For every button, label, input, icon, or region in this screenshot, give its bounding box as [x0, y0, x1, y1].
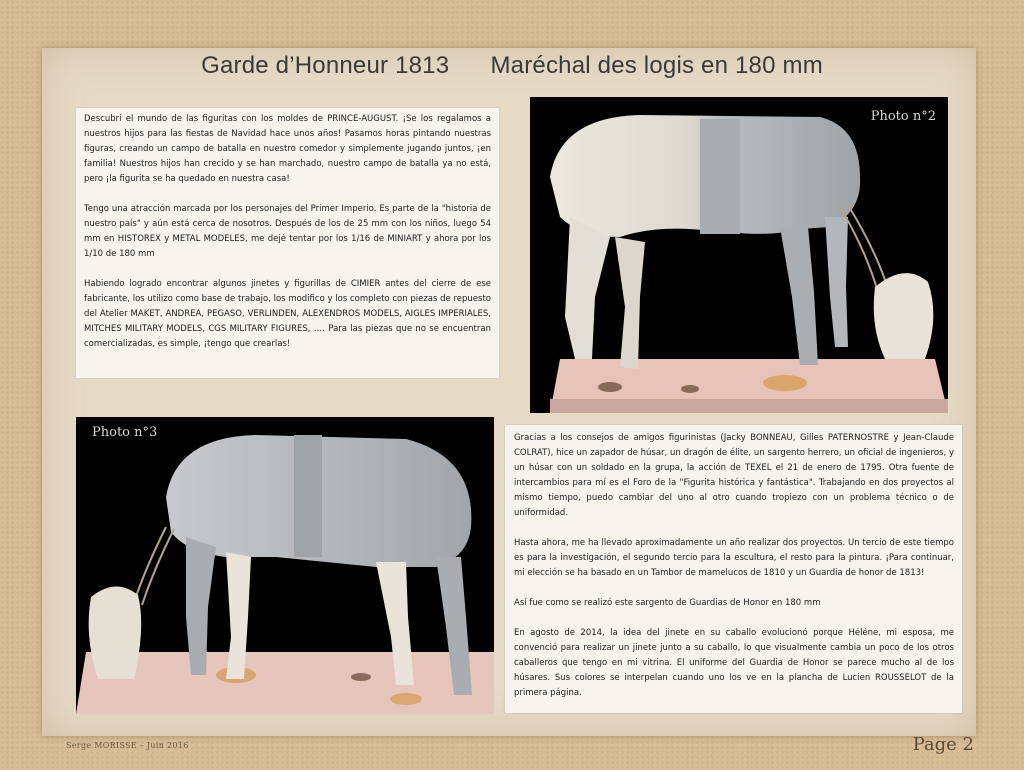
intro-paragraph: Tengo una atracción marcada por los personajes del Primer Imperio. Es parte de la "historia de nuestro país" y aún está cerca de nosotros. Después de los de 25 mm con los niños, luego 54 mm en HISTOREX y METAL MODELES, me dejé tentar por los 1/16 de MINIART y ahora por los 1/10 de 180 mm: [84, 204, 491, 259]
photo-2-horse-sculpture: [530, 97, 948, 413]
photo-3-horse-sculpture: [76, 417, 494, 714]
intro-text-box: [76, 108, 499, 378]
photo-2-label: Photo n°2: [870, 109, 936, 124]
photo-2-image: [530, 97, 948, 413]
story-paragraph: Hasta ahora, me ha llevado aproximadamente un año realizar dos proyectos. Un tercio de este tiempo es para la investigación, el segundo tercio para la escultura, el resto para la pintura. ¡Para continuar, mi elección se ha basado en un Tambor de mamelucos de 1810 y un Guardia de honor de 1813!: [514, 538, 954, 578]
page-number: Page 2: [912, 734, 974, 755]
intro-paragraph: Descubrí el mundo de las figuritas con los moldes de PRINCE-AUGUST. ¡Se los regalamos a nuestros hijos para las fiestas de Navidad hace unos años! Pasamos horas pintando nuestras figuras, creando un campo de batalla en nuestro comedor y simplemente jugando juntos, ¡en familia! Nuestros hijos han crecido y se han marchado, nuestro campo de batalla ya no está, pero ¡la figurita se ha quedado en nuestra casa!: [84, 114, 491, 184]
photo-3-label: Photo n°3: [92, 425, 158, 440]
page-title: Garde d’Honneur 1813 Maréchal des logis en 180 mm: [201, 52, 823, 79]
story-paragraph: Así fue como se realizó este sargento de Guardias de Honor en 180 mm: [514, 598, 821, 608]
photo-3-image: [76, 417, 494, 714]
story-paragraph: En agosto de 2014, la idea del jinete en su caballo evolucionó porque Héléne, mi esposa, me convenció para realizar un jinete junto a su caballo, lo que visualmente cambia un poco de los otros caballeros que tengo en mi vitrina. El uniforme del Guardia de Honor se parece mucho al de los húsares. Sus colores se interpelan cuando uno los ve en la plancha de Lucien ROUSSELOT de la primera página.: [514, 628, 954, 698]
intro-paragraph: Habiendo logrado encontrar algunos jinetes y figurillas de CIMIER antes del cierre de ese fabricante, los utilizo como base de trabajo, los modifico y los completo con piezas de repuesto del Atelier MAKET, ANDREA, PEGASO, VERLINDEN, ALEXENDROS MODELS, AIGLES IMPERIALES, MITCHES MILITARY MODELS, CGS MILITARY FIGURES, …. Para las piezas que no se encuentran comercializadas, es simple, ¡tengo que crearlas!: [84, 279, 491, 349]
story-text-box: [505, 425, 962, 713]
footer-author: Serge MORISSE – Juin 2016: [66, 741, 189, 750]
story-paragraph: Gracias a los consejos de amigos figurinistas (Jacky BONNEAU, Gilles PATERNOSTRE y Jean-Claude COLRAT), hice un zapador de húsar, un dragón de élite, un sargento herrero, un oficial de ingenieros, y un húsar con un soldado en la grupa, la acción de TEXEL el 21 de enero de 1795. Otra fuente de intercambios para mí es el Foro de la "Figurita histórica y fantástica". Trabajando en dos proyectos al mismo tiempo, puedo cambiar del uno al otro cuando tropiezo con un problema técnico o de uniformidad.: [514, 433, 954, 518]
